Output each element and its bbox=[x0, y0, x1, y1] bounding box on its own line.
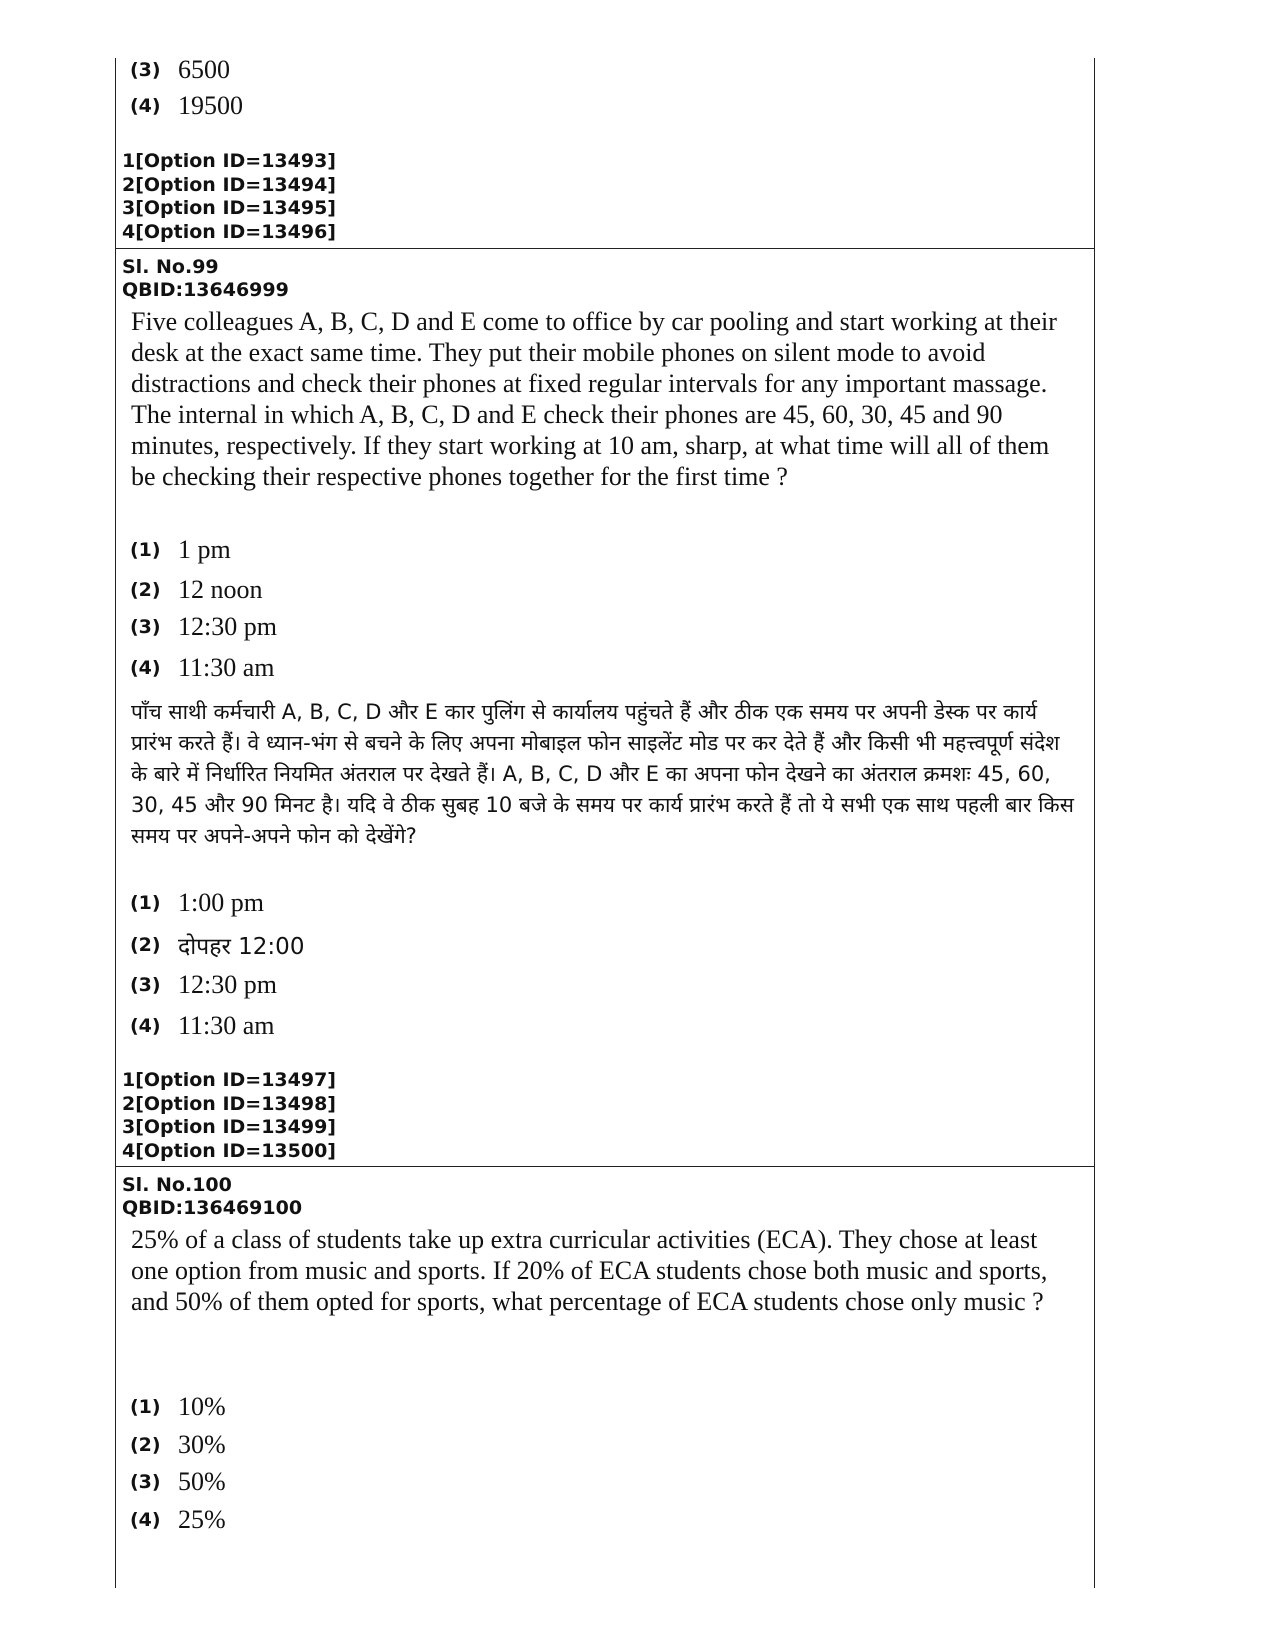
separator-line bbox=[115, 1166, 1095, 1167]
option-text: 12 noon bbox=[178, 575, 263, 604]
serial-number: Sl. No.100 bbox=[122, 1174, 232, 1196]
option-text: 6500 bbox=[178, 55, 230, 84]
option-number: (4) bbox=[130, 95, 161, 117]
option-number: (3) bbox=[130, 59, 161, 81]
option-item bbox=[130, 928, 304, 962]
question-text-hindi: पाँच साथी कर्मचारी A, B, C, D और E कार पुलिंग से कार्यालय पहुंचते हैं और ठीक एक समय पर अपनी डेस्क पर कार्य प्रारंभ करते हैं। वे ध्यान-भंग से बचने के लिए अपना मोबाइल फोन साइलेंट मोड पर कर देते हैं और किसी भी महत्त्वपूर्ण संदेश के बारे में निर्धारित नियमित अंतराल पर देखते हैं। A, B, C, D और E का अपना फोन देखने का अंतराल क्रमशः 45, 60, 30, 45 और 90 मिनट है। यदि वे ठीक सुबह 10 बजे के समय पर कार्य प्रारंभ करते हैं तो ये सभी एक साथ पहली बार किस समय पर अपने-अपने फोन को देखेंगे? bbox=[131, 700, 1074, 848]
option-number: (2) bbox=[130, 1434, 161, 1456]
option-text: 19500 bbox=[178, 91, 243, 120]
option-id: 4[Option ID=13496] bbox=[122, 220, 336, 243]
question-bank-id: QBID:13646999 bbox=[122, 279, 289, 301]
question-header bbox=[122, 256, 289, 302]
option-text: 12:30 pm bbox=[178, 970, 277, 999]
option-number: (1) bbox=[130, 1396, 161, 1418]
option-id: 2[Option ID=13494] bbox=[122, 173, 336, 196]
option-item bbox=[130, 533, 231, 567]
serial-number: Sl. No.99 bbox=[122, 256, 219, 278]
option-id: 3[Option ID=13499] bbox=[122, 1116, 336, 1138]
option-text: 1 pm bbox=[178, 535, 231, 564]
option-item bbox=[130, 610, 277, 644]
question-text-english: 25% of a class of students take up extra curricular activities (ECA). They chose at least one option from music and sports. If 20% of ECA students chose both music and sports, and 50% of them opted for sports, what percentage of ECA students chose only music ? bbox=[131, 1225, 1048, 1316]
option-text: 11:30 am bbox=[178, 653, 275, 682]
option-item bbox=[130, 573, 263, 607]
option-item bbox=[130, 968, 277, 1002]
option-id: 1[Option ID=13493] bbox=[122, 150, 336, 172]
question-header bbox=[122, 1174, 302, 1220]
option-id: 1[Option ID=13497] bbox=[122, 1069, 336, 1091]
option-text: 25% bbox=[178, 1505, 226, 1534]
option-number: (3) bbox=[130, 616, 161, 638]
option-number: (3) bbox=[130, 974, 161, 996]
option-id: 4[Option ID=13500] bbox=[122, 1139, 336, 1162]
option-item bbox=[130, 886, 264, 920]
option-item bbox=[130, 1503, 226, 1537]
separator-line bbox=[115, 248, 1095, 249]
option-number: (2) bbox=[130, 934, 161, 956]
option-number: (2) bbox=[130, 579, 161, 601]
option-text: 30% bbox=[178, 1430, 226, 1459]
option-id: 3[Option ID=13495] bbox=[122, 197, 336, 219]
option-text: दोपहर 12:00 bbox=[178, 934, 305, 960]
option-number: (3) bbox=[130, 1471, 161, 1493]
option-text: 50% bbox=[178, 1467, 226, 1496]
question-text-english: Five colleagues A, B, C, D and E come to office by car pooling and start working at their desk at the exact same time. They put their mobile phones on silent mode to avoid distractions and check their phones at fixed regular intervals for any important massage. The internal in which A, B, C, D and E check their phones are 45, 60, 30, 45 and 90 minutes, respectively. If they start working at 10 am, sharp, at what time will all of them be checking their respective phones together for the first time ? bbox=[131, 307, 1057, 491]
option-number: (1) bbox=[130, 892, 161, 914]
option-item bbox=[130, 53, 230, 87]
question-bank-id: QBID:136469100 bbox=[122, 1197, 303, 1219]
option-item bbox=[130, 1390, 226, 1424]
option-text: 11:30 am bbox=[178, 1011, 275, 1040]
option-number: (4) bbox=[130, 1015, 161, 1037]
option-id-list bbox=[122, 1069, 336, 1163]
option-item bbox=[130, 1009, 275, 1043]
option-text: 1:00 pm bbox=[178, 888, 264, 917]
option-text: 10% bbox=[178, 1392, 226, 1421]
option-number: (1) bbox=[130, 539, 161, 561]
option-id-list bbox=[122, 150, 336, 244]
option-id: 2[Option ID=13498] bbox=[122, 1092, 336, 1115]
option-item bbox=[130, 89, 243, 123]
option-item bbox=[130, 1465, 226, 1499]
option-item bbox=[130, 651, 275, 685]
option-number: (4) bbox=[130, 657, 161, 679]
option-number: (4) bbox=[130, 1509, 161, 1531]
option-item bbox=[130, 1428, 226, 1462]
option-text: 12:30 pm bbox=[178, 612, 277, 641]
